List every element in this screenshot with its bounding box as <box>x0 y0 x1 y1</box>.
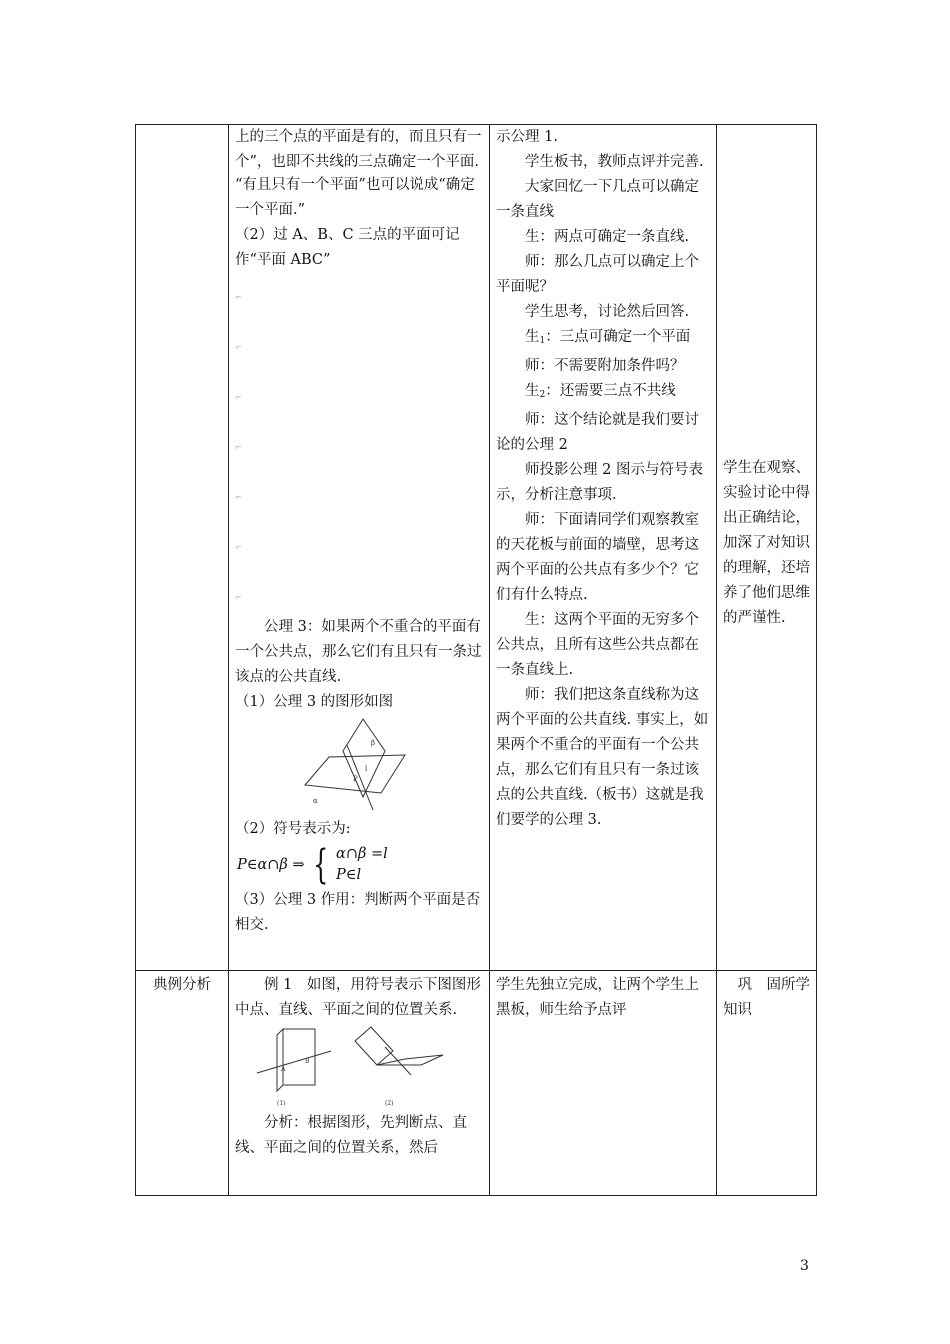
axiom3-figure-caption: （1）公理 3 的图形如图 <box>235 694 394 710</box>
stage-cell <box>136 971 229 1196</box>
activity-line: 师：那么几点可以确定上个平面呢？ <box>496 254 699 295</box>
activity-line: 生$_1$：三点可确定一个平面 <box>525 329 691 346</box>
activity-line: 师：我们把这条直线称为这两个平面的公共直线. 事实上，如果两个不重合的平面有一个公共点，那么它们有且只有一条过该点的公共直线.（板书）这就是我们要学的公理 3. <box>496 687 709 828</box>
axiom2-explanation: 上的三个点的平面是有的，而且只有一个”，也即不共线的三点确定一个平面. <box>235 129 482 170</box>
activity-line: 学生先独立完成，让两个学生上黑板，师生给予点评 <box>496 977 699 1018</box>
symbol-caption: （2）符号表示为: <box>235 821 351 837</box>
activity-line: 师：这个结论就是我们要讨论的公理 2 <box>496 412 699 453</box>
beta-label: β <box>371 739 376 747</box>
activity-cell <box>490 971 717 1196</box>
brace-icon: { <box>312 842 328 888</box>
activity-line: 学生板书，教师点评并完善. <box>525 154 704 170</box>
activity-line: 学生思考，讨论然后回答. <box>525 304 690 320</box>
figure-1-label: (1) <box>277 1100 286 1107</box>
content-cell: 上的三个点的平面是有的，而且只有一个”，也即不共线的三点确定一个平面. “有且只有一个平面”也可以说成“确定一个平面.” （2）过 A、B、C 三点的平面可记作“平面 ABC” ⌐ ⌐ ⌐ ⌐ ⌐ ⌐ ⌐ 公理 3：如果两个不重合的平面有一个公共点，那么它们有且只有一条过该点的公共直线. （1）公理 3 的图形如图 P α β l （2）符号表示为: P∈α∩β ⇒ { α∩β =l P∈l （3）公理 3 作用：判断两个平面是否相交. <box>229 125 490 971</box>
formula-top: α∩β =l <box>336 846 388 862</box>
example-statement: 例 1 如图，用符号表示下图图形中点、直线、平面之间的位置关系. <box>235 977 481 1018</box>
point-b-label: B <box>305 1058 310 1065</box>
axiom3-usage: （3）公理 3 作用：判断两个平面是否相交. <box>235 892 481 933</box>
activity-line: 师：不需要附加条件吗？ <box>525 358 685 374</box>
intent-cell <box>717 971 817 1196</box>
activity-line: 大家回忆一下几点可以确定一条直线 <box>496 179 699 220</box>
axiom3-statement: 公理 3：如果两个不重合的平面有一个公共点，那么它们有且只有一条过该点的公共直线. <box>235 619 482 685</box>
table-row <box>136 971 817 1196</box>
lesson-plan-table <box>135 124 817 1196</box>
example-analysis: 分析：根据图形，先判断点、直线、平面之间的位置关系，然后 <box>235 1115 467 1156</box>
formula-left: P∈α∩β ⇒ <box>237 856 305 873</box>
plane-abc-note: （2）过 A、B、C 三点的平面可记作“平面 ABC” <box>235 227 460 268</box>
stage-cell <box>136 125 229 971</box>
formula-bottom: P∈l <box>336 867 362 883</box>
example-figures <box>235 1023 484 1109</box>
alpha-label: α <box>313 797 318 805</box>
content-cell <box>229 971 490 1196</box>
axiom3-formula <box>237 842 483 888</box>
intent-cell <box>717 125 817 971</box>
page-number: 3 <box>800 1258 809 1274</box>
table-row <box>136 125 817 971</box>
intent-text: 学生在观察、实验讨论中得出正确结论，加深了对知识的理解，还培养了他们思维的严谨性. <box>723 460 810 626</box>
unique-plane-note: “有且只有一个平面”也可以说成“确定一个平面.” <box>235 177 475 218</box>
activity-cell <box>490 125 717 971</box>
point-a-label: A <box>281 1066 286 1073</box>
line-l-label: l <box>365 765 368 773</box>
activity-line: 生：这两个平面的无穷多个公共点，且所有这些公共点都在一条直线上. <box>496 612 699 678</box>
activity-line: 生：两点可确定一条直线. <box>525 229 690 245</box>
intent-text: 巩 固所学知识 <box>723 977 810 1018</box>
activity-line: 师投影公理 2 图示与符号表示，分析注意事项. <box>496 462 703 503</box>
activity-line: 生$_2$：还需要三点不共线 <box>525 383 676 400</box>
activity-line: 师：下面请同学们观察教室的天花板与前面的墙壁，思考这两个平面的公共点有多少个？它们有什么特点. <box>496 512 699 603</box>
axiom3-figure <box>235 715 484 815</box>
stage-label: 典例分析 <box>153 977 211 993</box>
figure-2-label: (2) <box>385 1100 394 1107</box>
activity-line: 示公理 1. <box>496 129 558 145</box>
point-p-label: P <box>353 775 358 783</box>
